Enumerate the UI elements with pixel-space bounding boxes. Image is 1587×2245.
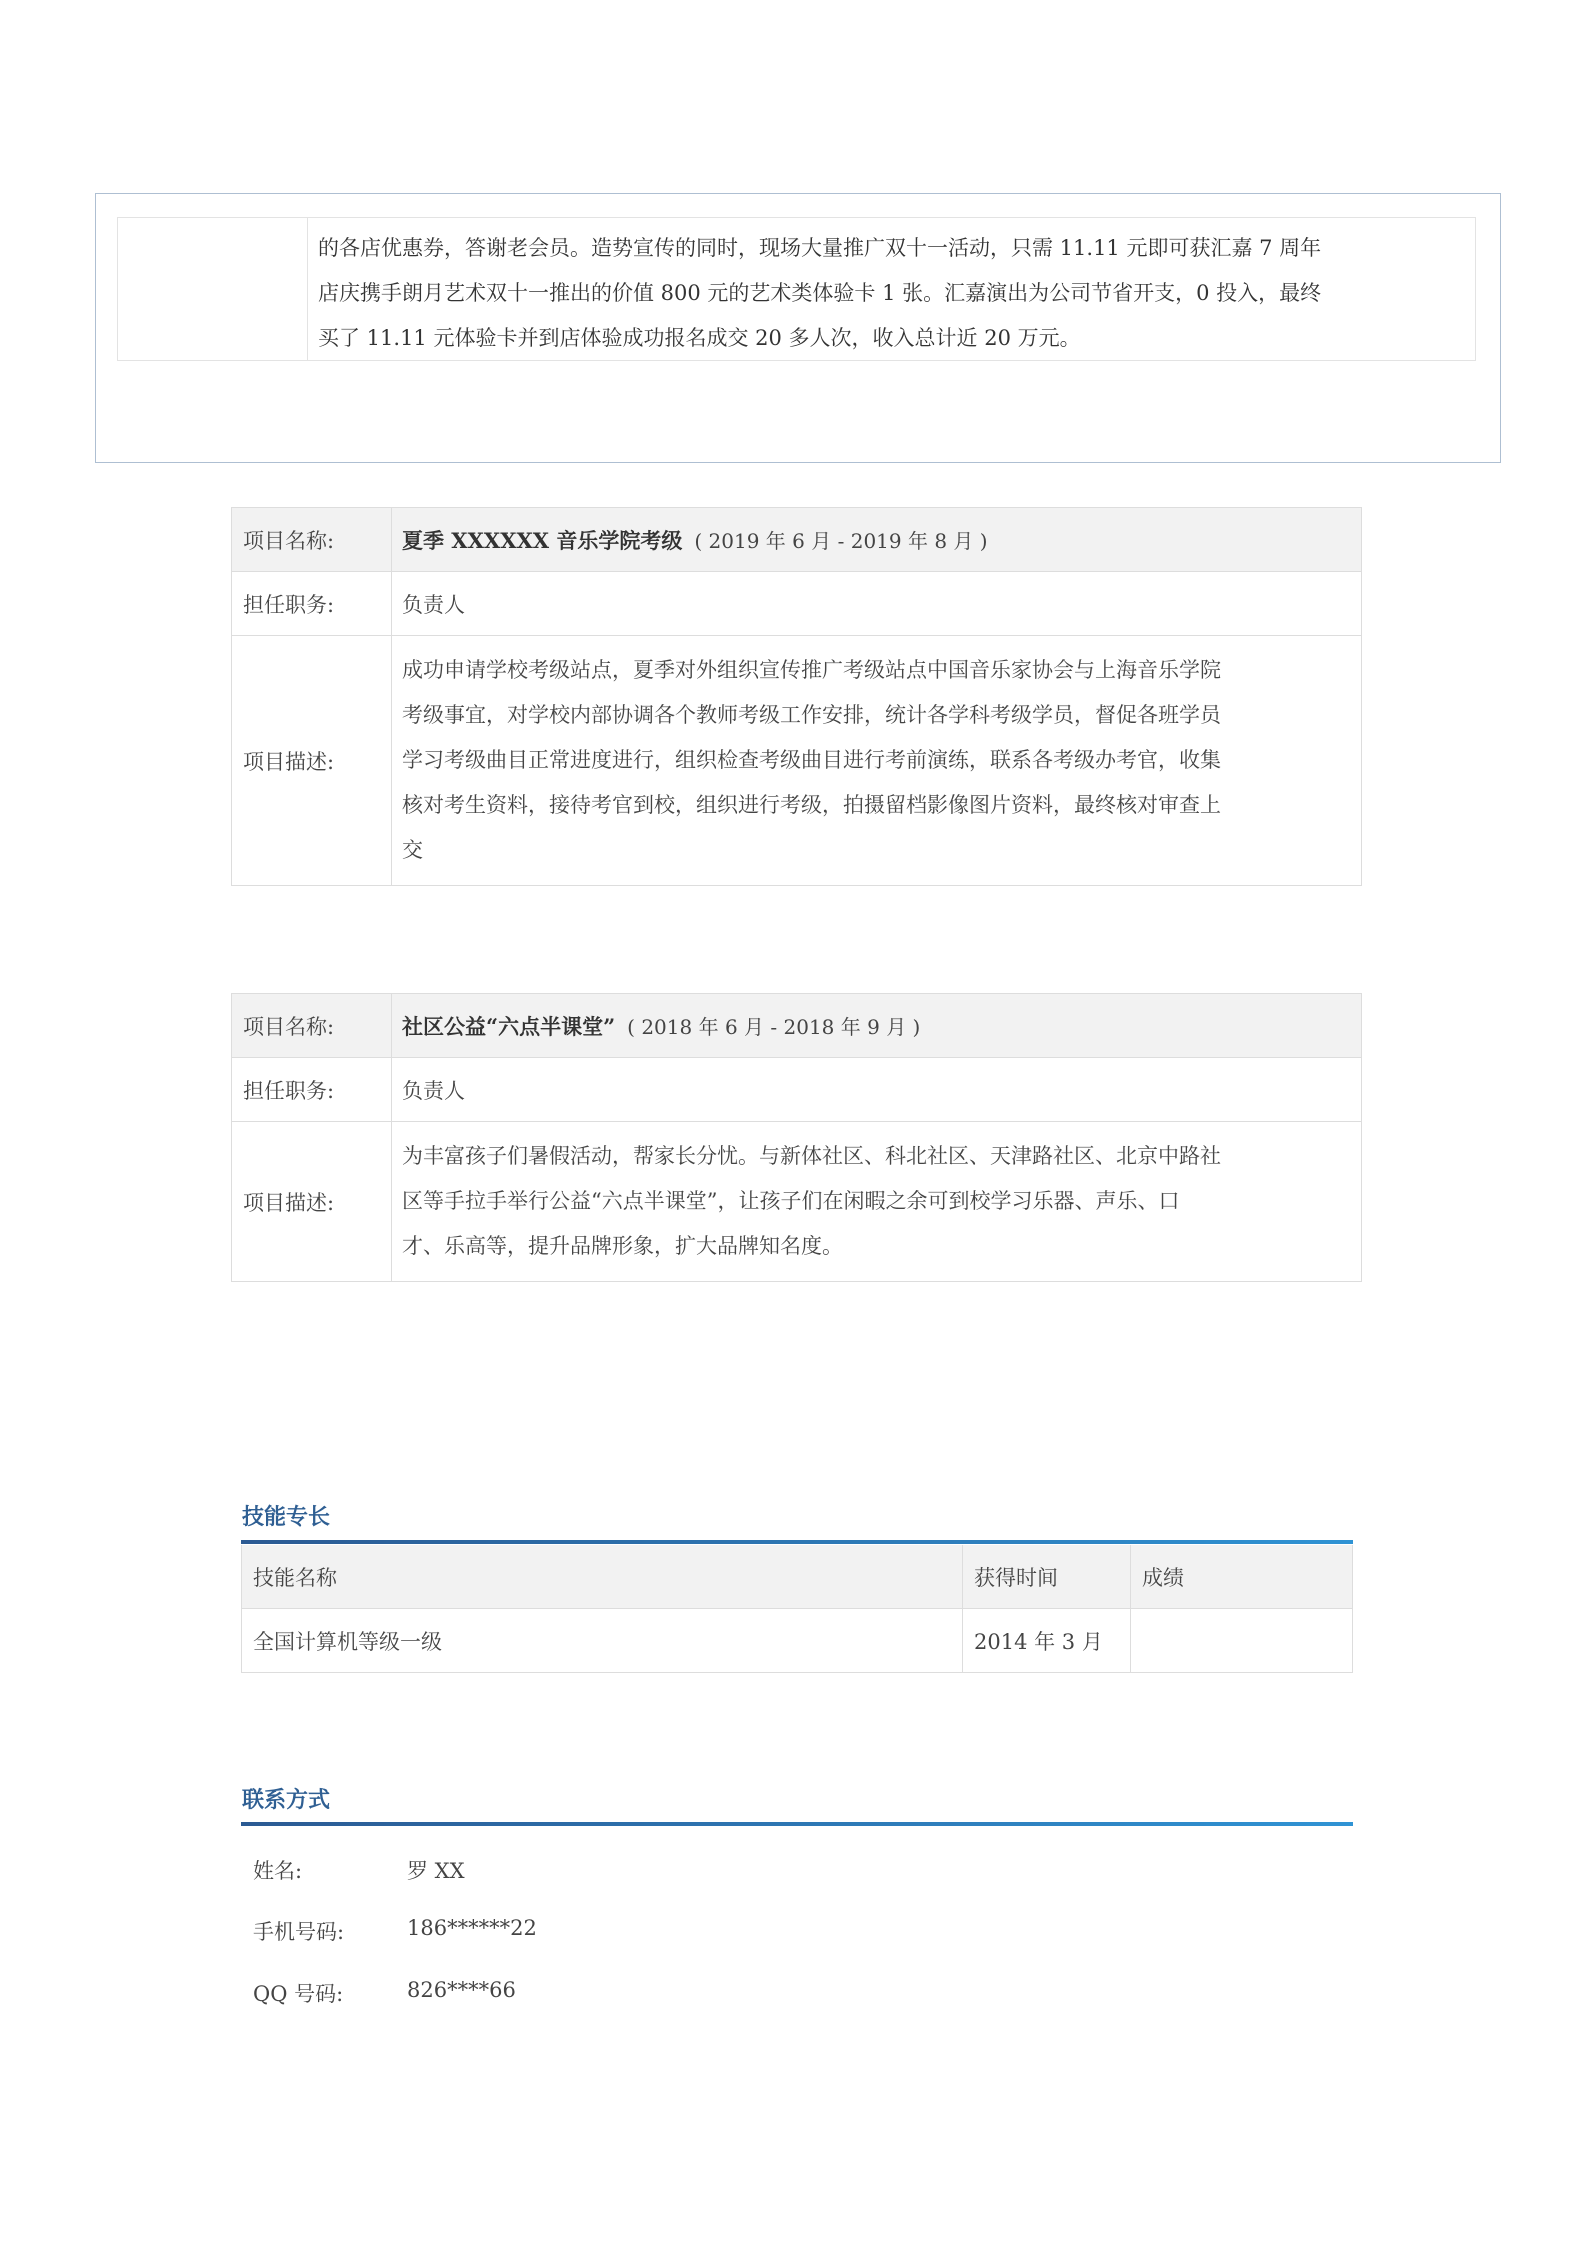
project-date: ( 2018 年 6 月 - 2018 年 9 月 ): [627, 1015, 921, 1039]
description-line: 买了 11.11 元体验卡并到店体验成功报名成交 20 多人次，收入总计近 20 万元。: [318, 326, 1081, 350]
project-role-row: [232, 571, 1361, 635]
project-role-label: 担任职务:: [232, 1058, 392, 1121]
project-description: [392, 1122, 1361, 1281]
project-name-value: [392, 994, 1361, 1057]
project-role-value: 负责人: [402, 1078, 465, 1103]
project-name-value: [392, 508, 1361, 571]
project-name-label: 项目名称:: [232, 994, 392, 1057]
skill-score: [1131, 1609, 1352, 1672]
description-line: 成功申请学校考级站点，夏季对外组织宣传推广考级站点中国音乐家协会与上海音乐学院: [402, 658, 1221, 682]
table-row: [242, 1608, 1352, 1672]
contact-qq-label: QQ 号码:: [253, 1982, 344, 2006]
project-name-row: [232, 508, 1361, 571]
contact-name-row: [253, 1855, 465, 1885]
project-desc-row: [232, 1121, 1361, 1281]
skills-header-row: [242, 1545, 1352, 1608]
description-line: 考级事宜，对学校内部协调各个教师考级工作安排，统计各学科考级学员，督促各班学员: [402, 703, 1221, 727]
skills-header-date: 获得时间: [963, 1545, 1131, 1608]
project-role-label: 担任职务:: [232, 572, 392, 635]
project-name-row: [232, 994, 1361, 1057]
previous-entry-label-cell: [118, 218, 308, 360]
project-block: [231, 507, 1362, 886]
previous-entry-box: [95, 193, 1501, 463]
project-name: 夏季 XXXXXX 音乐学院考级: [402, 527, 683, 553]
project-description: [392, 636, 1361, 885]
skill-name: 全国计算机等级一级: [242, 1609, 963, 1672]
contact-section-title: 联系方式: [242, 1787, 331, 1813]
project-desc-label: 项目描述:: [232, 636, 392, 885]
project-role-row: [232, 1057, 1361, 1121]
project-block: [231, 993, 1362, 1282]
description-line: 为丰富孩子们暑假活动，帮家长分忧。与新体社区、科北社区、天津路社区、北京中路社: [402, 1144, 1221, 1168]
skills-table: [241, 1545, 1353, 1673]
contact-qq-value: 826****66: [407, 1978, 516, 2002]
previous-entry-table: [117, 217, 1476, 361]
description-line: 店庆携手朗月艺术双十一推出的价值 800 元的艺术类体验卡 1 张。汇嘉演出为公司节省开支，0 投入，最终: [318, 281, 1322, 305]
contact-phone-row: [253, 1916, 537, 1946]
description-line: 核对考生资料，接待考官到校，组织进行考级，拍摄留档影像图片资料，最终核对审查上: [402, 793, 1221, 817]
skills-header-name: 技能名称: [242, 1545, 963, 1608]
contact-section-rule: [241, 1822, 1353, 1826]
contact-name-label: 姓名:: [253, 1859, 303, 1883]
skills-section-title: 技能专长: [242, 1504, 331, 1530]
skill-date: 2014 年 3 月: [963, 1609, 1131, 1672]
project-date: ( 2019 年 6 月 - 2019 年 8 月 ): [694, 529, 988, 553]
description-line: 区等手拉手举行公益“六点半课堂”，让孩子们在闲暇之余可到校学习乐器、声乐、口: [402, 1189, 1180, 1213]
contact-name-value: 罗 XX: [407, 1859, 465, 1883]
description-line: 交: [402, 838, 423, 862]
project-desc-row: [232, 635, 1361, 885]
project-role-value: 负责人: [402, 592, 465, 617]
description-line: 学习考级曲目正常进度进行，组织检查考级曲目进行考前演练，联系各考级办考官，收集: [402, 748, 1221, 772]
skills-section-rule: [241, 1540, 1353, 1544]
description-line: 的各店优惠券，答谢老会员。造势宣传的同时，现场大量推广双十一活动，只需 11.11 元即可获汇嘉 7 周年: [318, 236, 1322, 260]
contact-phone-value: 186******22: [407, 1916, 537, 1940]
skills-header-score: 成绩: [1142, 1565, 1184, 1590]
project-name: 社区公益“六点半课堂”: [402, 1013, 616, 1039]
project-name-label: 项目名称:: [232, 508, 392, 571]
project-desc-label: 项目描述:: [232, 1122, 392, 1281]
description-line: 才、乐高等，提升品牌形象，扩大品牌知名度。: [402, 1234, 843, 1258]
contact-qq-row: [253, 1978, 516, 2008]
contact-phone-label: 手机号码:: [253, 1920, 345, 1944]
previous-entry-description: [308, 218, 1475, 360]
